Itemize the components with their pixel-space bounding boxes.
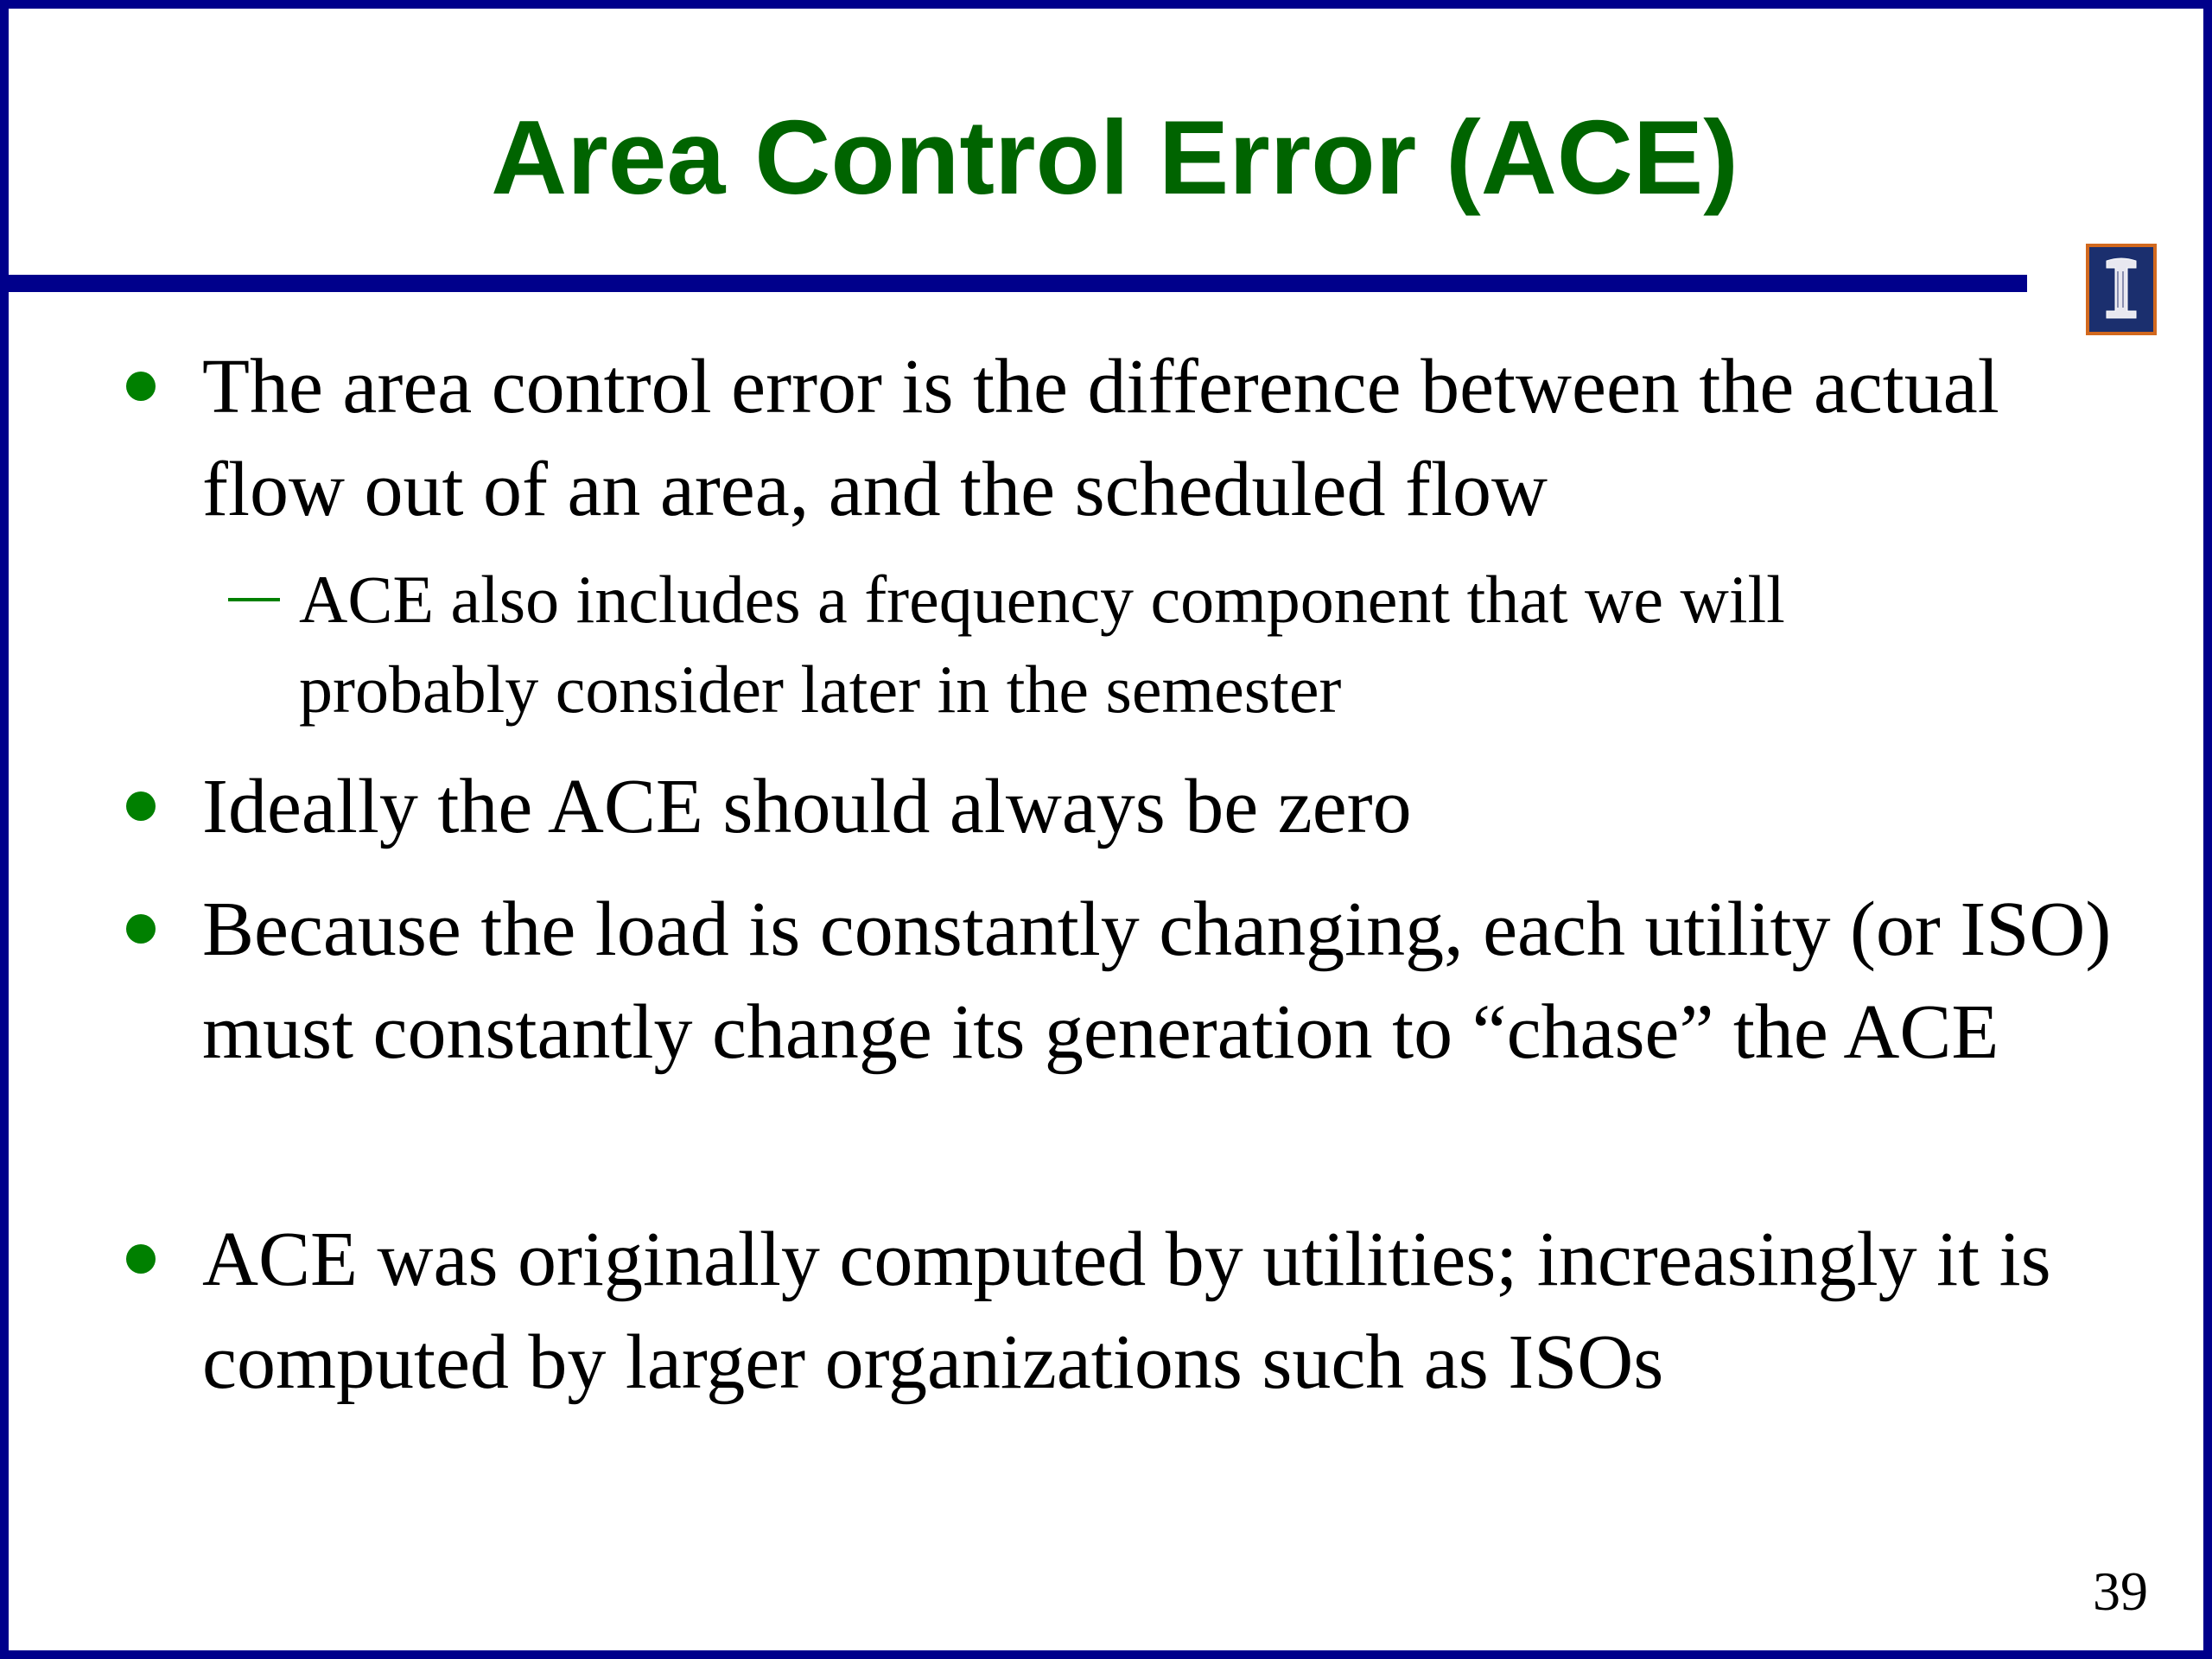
bullet-dot-icon <box>126 1244 156 1274</box>
bullet-text: ACE was originally computed by utilities; increasingly it is computed by larger organizations such as ISOs <box>202 1217 2051 1405</box>
bullet-text: Ideally the ACE should always be zero <box>202 764 1412 849</box>
slide-title: Area Control Error (ACE) <box>491 99 1738 216</box>
sub-bullet-item <box>299 555 2027 734</box>
bullet-dot-icon <box>126 372 156 401</box>
bullet-text: The area control error is the difference between the actual flow out of an area, and the scheduled flow <box>202 344 1999 532</box>
bullet-text: Because the load is constantly changing, each utility (or ISO) must constantly change its generation to “chase” the ACE <box>202 887 2112 1075</box>
bullet-item <box>202 335 2129 541</box>
bullet-dot-icon <box>126 791 156 821</box>
dash-icon <box>228 598 280 601</box>
bullet-item <box>202 755 2129 858</box>
bullet-item <box>202 1208 2129 1414</box>
sub-bullet-text: ACE also includes a frequency component that we will probably consider later in the semester <box>299 562 1785 727</box>
page-number: 39 <box>2093 1560 2148 1622</box>
slide-body <box>9 9 2212 1659</box>
bullet-item <box>202 878 2129 1084</box>
bullet-dot-icon <box>126 914 156 944</box>
